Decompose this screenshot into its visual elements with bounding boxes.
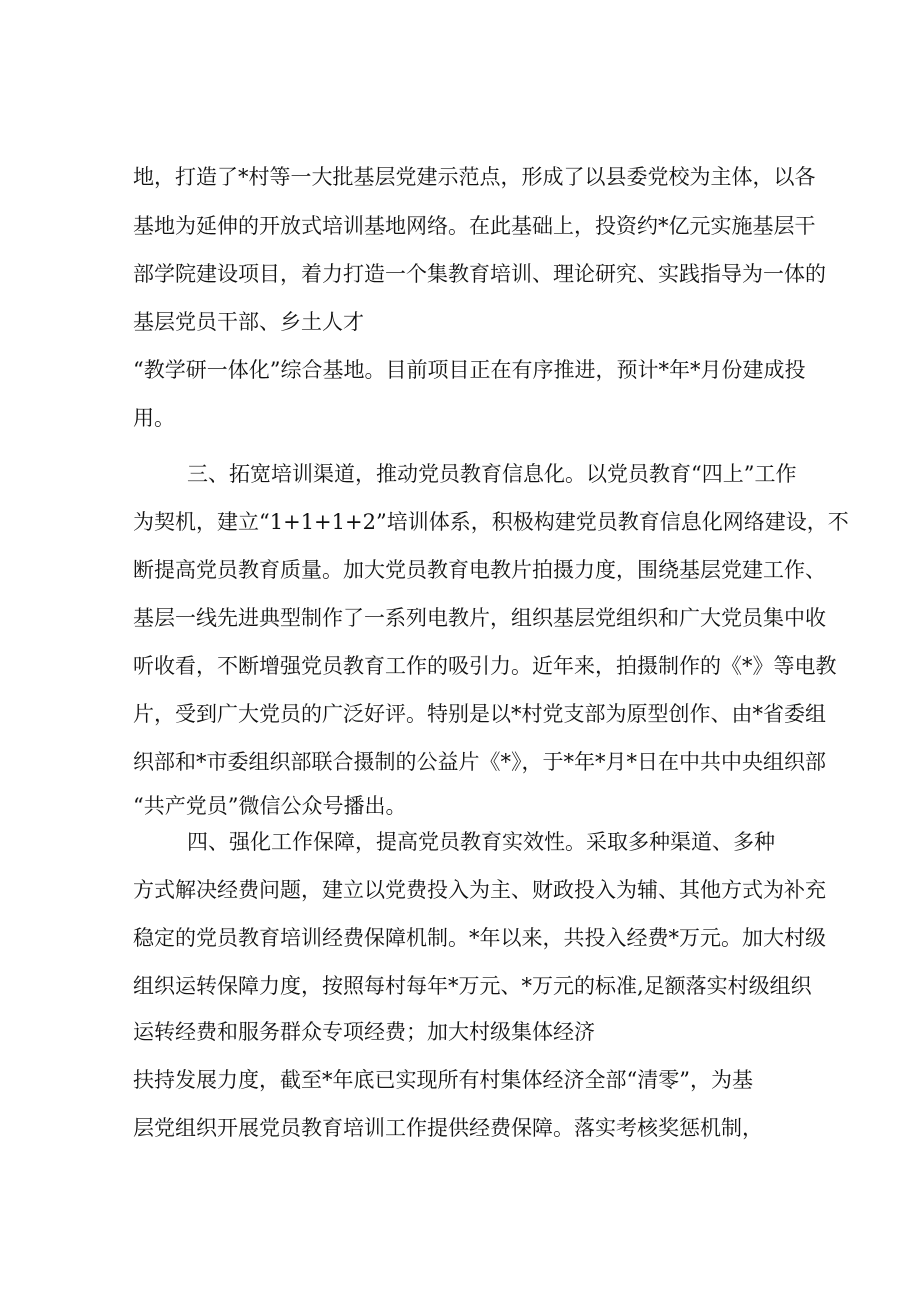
text-line: 扶持发展力度，截至*年底已实现所有村集体经济全部“清零”，为基 <box>133 1068 753 1092</box>
text-line: 听收看，不断增强党员教育工作的吸引力。近年来，拍摄制作的《*》等电教 <box>133 654 837 678</box>
text-line: 断提高党员教育质量。加大党员教育电教片拍摄力度，围绕基层党建工作、 <box>133 558 826 582</box>
text-line: 为契机，建立“1+1+1+2”培训体系，积极构建党员教育信息化网络建设，不 <box>133 510 849 534</box>
text-line: 用。 <box>133 406 175 430</box>
text-line: “教学研一体化”综合基地。目前项目正在有序推进，预计*年*月份建成投 <box>133 358 806 382</box>
text-line: 片，受到广大党员的广泛好评。特别是以*村党支部为原型创作、由*省委组 <box>133 702 826 726</box>
section-heading-line: 四、强化工作保障，提高党员教育实效性。采取多种渠道、多种 <box>187 830 775 854</box>
text-line: “共产党员”微信公众号播出。 <box>133 794 407 818</box>
text-line: 运转经费和服务群众专项经费；加大村级集体经济 <box>133 1020 595 1044</box>
text-line: 基层党员干部、乡土人才 <box>133 310 364 334</box>
text-line: 层党组织开展党员教育培训工作提供经费保障。落实考核奖惩机制， <box>133 1116 763 1140</box>
text-line: 部学院建设项目，着力打造一个集教育培训、理论研究、实践指导为一体的 <box>133 262 826 286</box>
text-line: 基层一线先进典型制作了一系列电教片，组织基层党组织和广大党员集中收 <box>133 606 826 630</box>
text-line: 织部和*市委组织部联合摄制的公益片《*》，于*年*月*日在中共中央组织部 <box>133 750 826 774</box>
text-line: 地，打造了*村等一大批基层党建示范点，形成了以县委党校为主体，以各 <box>133 165 816 189</box>
text-line: 组织运转保障力度，按照每村每年*万元、*万元的标准,足额落实村级组织 <box>133 974 812 998</box>
text-line: 方式解决经费问题，建立以党费投入为主、财政投入为辅、其他方式为补充 <box>133 878 826 902</box>
section-heading-line: 三、拓宽培训渠道，推动党员教育信息化。以党员教育“四上”工作 <box>187 462 797 486</box>
text-line: 稳定的党员教育培训经费保障机制。*年以来，共投入经费*万元。加大村级 <box>133 926 826 950</box>
text-line: 基地为延伸的开放式培训基地网络。在此基础上，投资约*亿元实施基层干 <box>133 214 816 238</box>
